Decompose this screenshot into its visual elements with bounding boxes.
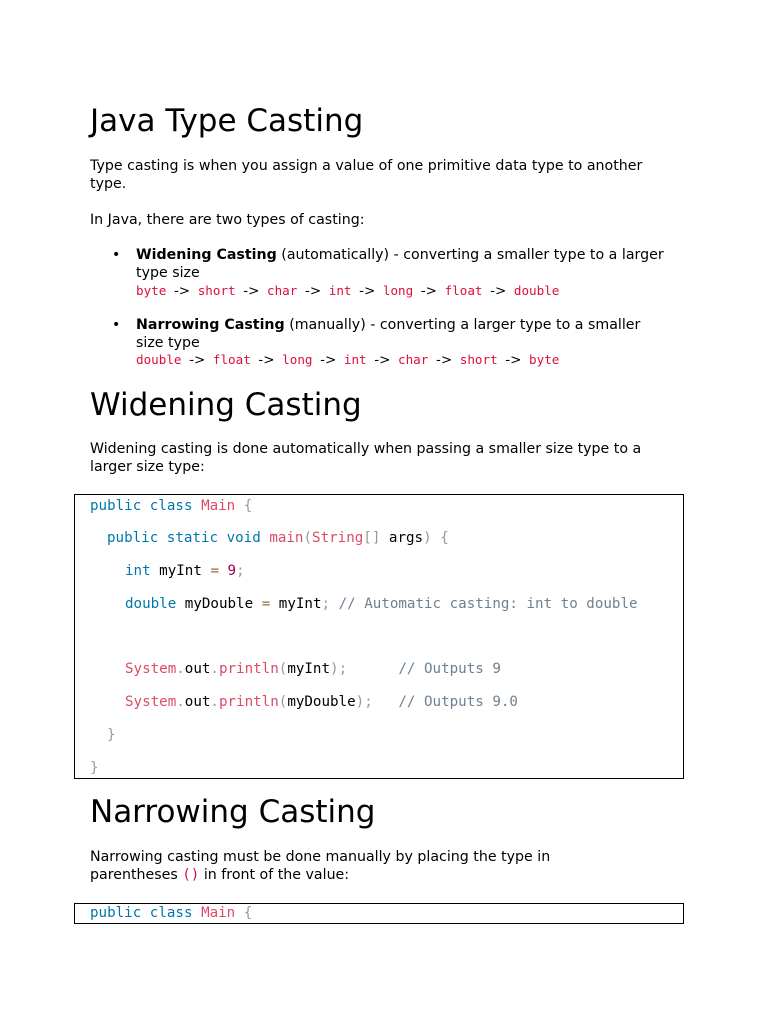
code-punctuation: . — [176, 694, 185, 710]
code-punctuation: { — [243, 498, 253, 514]
widening-type-chain — [136, 283, 559, 299]
widening-code-block — [74, 494, 684, 779]
chain-type: short — [197, 283, 236, 298]
narrowing-term: Narrowing Casting — [136, 317, 285, 333]
chain-type: char — [398, 352, 429, 367]
code-line — [90, 904, 252, 922]
list-item-narrowing — [136, 316, 681, 352]
widening-term: Widening Casting — [136, 247, 277, 263]
code-punctuation: . — [210, 694, 219, 710]
intro-paragraph-line2: type. — [90, 176, 127, 192]
chain-type: byte — [529, 352, 560, 367]
chain-type: char — [267, 283, 298, 298]
chain-type: int — [343, 352, 367, 367]
chain-arrow: -> — [243, 283, 260, 299]
code-identifier: myDouble — [287, 694, 356, 710]
page-title: Java Type Casting — [90, 103, 364, 139]
code-line — [125, 693, 518, 711]
code-line — [125, 660, 501, 678]
widening-heading: Widening Casting — [90, 387, 362, 423]
code-comment: // Automatic casting: int to double — [338, 596, 638, 612]
chain-arrow: -> — [304, 283, 322, 299]
code-line — [90, 759, 99, 777]
chain-type: long — [382, 283, 414, 298]
code-keyword: class — [149, 905, 193, 921]
code-class-name: String — [312, 530, 364, 546]
code-comment: // Outputs 9.0 — [398, 694, 518, 710]
casting-types-intro: In Java, there are two types of casting: — [90, 212, 365, 228]
code-comment: // Outputs 9 — [398, 661, 501, 677]
code-function: println — [218, 661, 279, 677]
widening-paragraph-line1: Widening casting is done automatically when passing a smaller size type to a — [90, 441, 642, 457]
chain-type: double — [136, 352, 182, 367]
inline-code-parentheses: () — [182, 867, 200, 883]
code-identifier: out — [184, 694, 211, 710]
code-punctuation: ); — [355, 694, 373, 710]
code-line — [107, 529, 449, 547]
bullet-dot: • — [112, 317, 121, 333]
code-keyword: public — [90, 905, 142, 921]
code-punctuation: } — [90, 760, 99, 776]
narrowing-desc-line2: size type — [136, 335, 200, 351]
chain-type: float — [444, 283, 483, 298]
chain-arrow: -> — [189, 352, 206, 368]
code-identifier: myInt — [159, 563, 202, 579]
code-keyword: static — [166, 530, 219, 546]
intro-paragraph — [90, 157, 690, 193]
code-punctuation: } — [107, 727, 116, 743]
code-identifier: myInt — [278, 596, 322, 612]
widening-desc-line2: type size — [136, 265, 200, 281]
chain-type: byte — [136, 283, 167, 298]
code-function: println — [218, 694, 279, 710]
code-keyword: public — [107, 530, 159, 546]
code-number: 9 — [227, 563, 237, 579]
code-punctuation: ); — [330, 661, 348, 677]
intro-paragraph-line1: Type casting is when you assign a value of one primitive data type to another — [90, 158, 643, 174]
code-identifier: myInt — [287, 661, 331, 677]
code-punctuation: ( — [303, 530, 313, 546]
code-class-name: System — [125, 694, 177, 710]
code-class-name: Main — [201, 498, 236, 514]
code-punctuation: [] — [363, 530, 381, 546]
chain-arrow: -> — [420, 283, 437, 299]
chain-type: long — [282, 352, 313, 367]
code-punctuation: { — [440, 530, 449, 546]
code-punctuation: . — [210, 661, 219, 677]
code-line — [90, 497, 252, 515]
chain-arrow: -> — [435, 352, 453, 368]
code-keyword: double — [125, 596, 177, 612]
code-function: main — [269, 530, 304, 546]
code-operator: = — [261, 596, 271, 612]
narrowing-paragraph-line2b: in front of the value: — [199, 867, 350, 883]
code-line — [125, 562, 245, 580]
code-punctuation: ( — [278, 694, 288, 710]
code-class-name: System — [125, 661, 177, 677]
chain-arrow: -> — [374, 352, 391, 368]
chain-arrow: -> — [320, 352, 337, 368]
narrowing-type-chain — [136, 352, 559, 368]
widening-paragraph — [90, 440, 690, 476]
narrowing-paragraph — [90, 848, 690, 884]
narrowing-desc-line1: (manually) - converting a larger type to a smaller — [284, 317, 641, 333]
narrowing-paragraph-line1: Narrowing casting must be done manually by placing the type in — [90, 849, 551, 865]
code-keyword: public — [90, 498, 142, 514]
widening-paragraph-line2: larger size type: — [90, 459, 205, 475]
code-keyword: void — [226, 530, 261, 546]
code-punctuation: { — [243, 905, 253, 921]
chain-type: double — [513, 283, 560, 298]
code-line — [107, 726, 116, 744]
narrowing-code-block — [74, 903, 684, 924]
narrowing-heading: Narrowing Casting — [90, 794, 376, 830]
code-identifier: args — [388, 530, 424, 546]
chain-type: int — [328, 283, 352, 298]
code-keyword: int — [125, 563, 151, 579]
widening-desc-line1: (automatically) - converting a smaller type to a larger — [276, 247, 664, 263]
chain-arrow: -> — [258, 352, 275, 368]
code-identifier: myDouble — [184, 596, 254, 612]
code-class-name: Main — [201, 905, 236, 921]
code-punctuation: ; — [321, 596, 331, 612]
code-keyword: class — [149, 498, 193, 514]
chain-arrow: -> — [173, 283, 191, 299]
chain-arrow: -> — [490, 283, 507, 299]
chain-arrow: -> — [505, 352, 522, 368]
list-item-widening — [136, 246, 681, 282]
code-operator: = — [210, 563, 219, 579]
chain-arrow: -> — [359, 283, 376, 299]
narrowing-paragraph-line2a: parentheses — [90, 867, 183, 883]
code-punctuation: ) — [423, 530, 432, 546]
chain-type: float — [212, 352, 251, 367]
code-punctuation: ( — [278, 661, 288, 677]
bullet-dot: • — [112, 247, 121, 263]
code-punctuation: ; — [236, 563, 245, 579]
chain-type: short — [459, 352, 498, 367]
code-identifier: out — [184, 661, 211, 677]
code-line — [125, 595, 638, 613]
code-punctuation: . — [176, 661, 185, 677]
